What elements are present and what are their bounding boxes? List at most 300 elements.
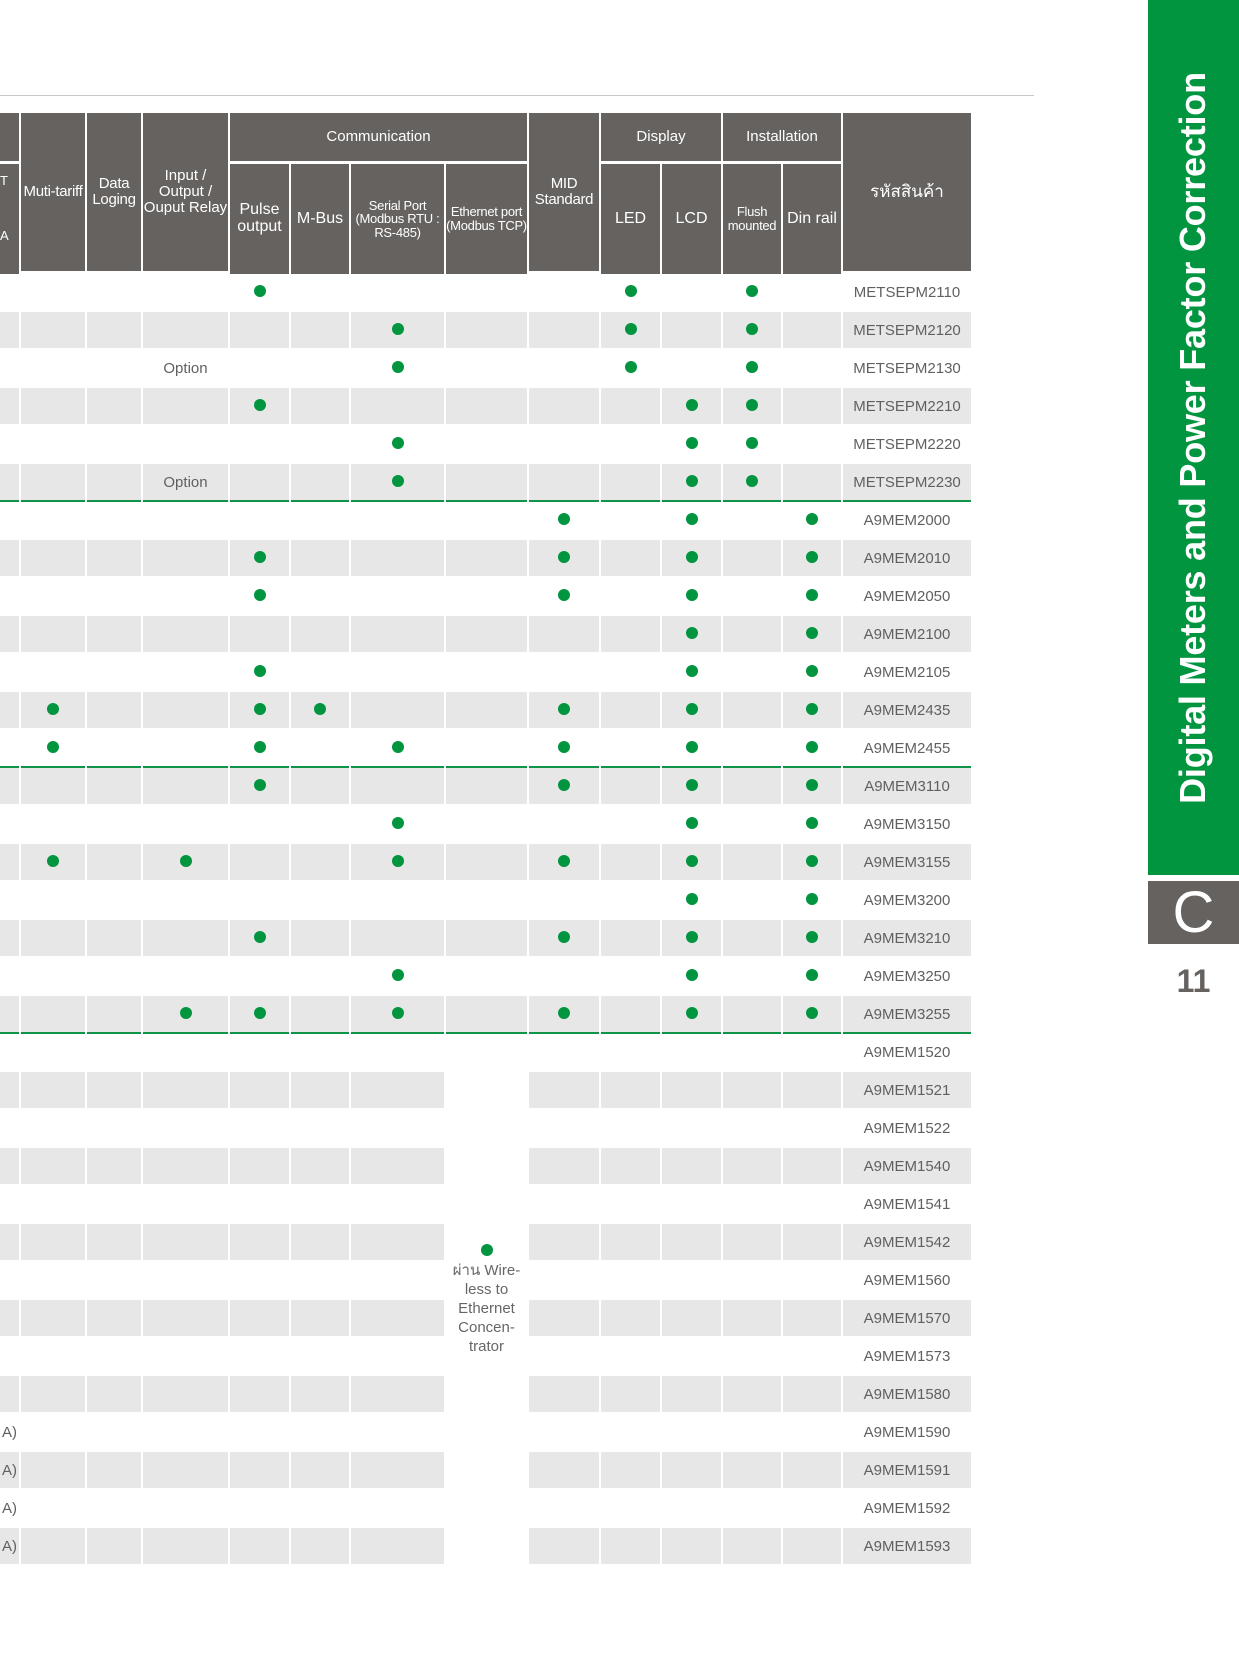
cell-data-loging [87, 1414, 141, 1452]
cell-product-code: A9MEM3110 [843, 768, 971, 806]
cell-io-relay [143, 426, 228, 464]
feature-dot [746, 399, 758, 411]
feature-dot [558, 703, 570, 715]
cell-io-relay [143, 616, 228, 654]
feature-dot [392, 323, 404, 335]
cell-mbus [291, 1300, 349, 1338]
cell-led [601, 1338, 660, 1376]
cell-mid-standard [529, 768, 599, 806]
cell-mid-standard [529, 312, 599, 350]
table-row [0, 1034, 971, 1072]
cell-mid-standard [529, 1110, 599, 1148]
cell-serial-port [351, 464, 444, 502]
cell-din-rail [783, 1224, 841, 1262]
cell-mbus [291, 464, 349, 502]
cell-io-relay [143, 1148, 228, 1186]
cell-ethernet-port [446, 654, 527, 692]
cell-din-rail [783, 1452, 841, 1490]
cell-serial-port [351, 426, 444, 464]
cell-product-code: A9MEM3250 [843, 958, 971, 996]
cell-led [601, 1528, 660, 1566]
cell-lcd [662, 1186, 721, 1224]
cell-muti-tariff [21, 1490, 85, 1528]
feature-dot [47, 741, 59, 753]
header-led: LED [601, 164, 660, 274]
cell-data-loging [87, 274, 141, 312]
cell-pulse-output [230, 1414, 289, 1452]
cell-muti-tariff [21, 578, 85, 616]
feature-dot [558, 855, 570, 867]
cell-io-relay [143, 920, 228, 958]
feature-dot [686, 741, 698, 753]
cell-lcd [662, 1452, 721, 1490]
cell-lcd [662, 1490, 721, 1528]
cell-din-rail [783, 1110, 841, 1148]
cell-data-loging [87, 1262, 141, 1300]
cell-io-relay [143, 1490, 228, 1528]
cell-data-loging [87, 996, 141, 1034]
cell-mid-standard [529, 388, 599, 426]
cell-muti-tariff [21, 1338, 85, 1376]
cell-muti-tariff [21, 502, 85, 540]
cell-flush-mounted [723, 1262, 781, 1300]
table-row [0, 806, 971, 844]
cell-pulse-output [230, 274, 289, 312]
cell-stub [0, 350, 19, 388]
feature-dot [392, 741, 404, 753]
cell-ethernet-port [446, 502, 527, 540]
cell-io-relay: Option [143, 464, 228, 502]
cell-stub [0, 692, 19, 730]
cell-stub: A) [0, 1528, 19, 1566]
cell-product-code: A9MEM3255 [843, 996, 971, 1034]
cell-din-rail [783, 1490, 841, 1528]
cell-stub [0, 730, 19, 768]
cell-io-relay [143, 540, 228, 578]
cell-serial-port [351, 1072, 444, 1110]
cell-din-rail [783, 388, 841, 426]
cell-pulse-output [230, 350, 289, 388]
cell-stub [0, 464, 19, 502]
section-title: Digital Meters and Power Factor Correction [1172, 72, 1213, 804]
cell-lcd [662, 996, 721, 1034]
cell-data-loging [87, 388, 141, 426]
cell-serial-port [351, 350, 444, 388]
cell-flush-mounted [723, 654, 781, 692]
feature-dot [806, 551, 818, 563]
feature-dot [254, 285, 266, 297]
cell-lcd [662, 1376, 721, 1414]
feature-dot [686, 589, 698, 601]
cell-mid-standard [529, 654, 599, 692]
cell-pulse-output [230, 1338, 289, 1376]
cell-serial-port [351, 616, 444, 654]
table-row [0, 388, 971, 426]
cell-mbus [291, 806, 349, 844]
cell-product-code: A9MEM3210 [843, 920, 971, 958]
header-display: Display [601, 113, 721, 164]
cell-stub [0, 1034, 19, 1072]
cell-data-loging [87, 502, 141, 540]
cell-muti-tariff [21, 1300, 85, 1338]
cell-lcd [662, 730, 721, 768]
cell-mbus [291, 1072, 349, 1110]
cell-lcd [662, 1072, 721, 1110]
cell-serial-port [351, 958, 444, 996]
cell-io-relay [143, 1338, 228, 1376]
cell-product-code: A9MEM3200 [843, 882, 971, 920]
cell-din-rail [783, 882, 841, 920]
cell-data-loging [87, 692, 141, 730]
cell-stub: A) [0, 1414, 19, 1452]
feature-dot [806, 589, 818, 601]
cell-flush-mounted [723, 1528, 781, 1566]
cell-mbus [291, 1452, 349, 1490]
cell-stub [0, 616, 19, 654]
cell-din-rail [783, 1148, 841, 1186]
cell-data-loging [87, 616, 141, 654]
cell-muti-tariff [21, 1376, 85, 1414]
cell-io-relay [143, 1262, 228, 1300]
cell-mid-standard [529, 540, 599, 578]
cell-mid-standard [529, 578, 599, 616]
cell-lcd [662, 1300, 721, 1338]
cell-ethernet-port [446, 274, 527, 312]
cell-flush-mounted [723, 350, 781, 388]
cell-serial-port [351, 1376, 444, 1414]
cell-data-loging [87, 540, 141, 578]
cell-din-rail [783, 350, 841, 388]
cell-mbus [291, 844, 349, 882]
cell-mid-standard [529, 274, 599, 312]
cell-led [601, 388, 660, 426]
cell-led [601, 1148, 660, 1186]
cell-muti-tariff [21, 540, 85, 578]
cell-serial-port [351, 274, 444, 312]
cell-stub [0, 274, 19, 312]
feature-dot [806, 1007, 818, 1019]
cell-ethernet-port [446, 388, 527, 426]
header-serial-port: Serial Port (Modbus RTU : RS-485) [351, 164, 444, 274]
cell-muti-tariff [21, 806, 85, 844]
cell-mid-standard [529, 730, 599, 768]
table-row [0, 958, 971, 996]
cell-led [601, 1490, 660, 1528]
cell-mbus [291, 1262, 349, 1300]
cell-flush-mounted [723, 1452, 781, 1490]
cell-lcd [662, 920, 721, 958]
cell-mid-standard [529, 1148, 599, 1186]
cell-mbus [291, 1338, 349, 1376]
cell-ethernet-port [446, 920, 527, 958]
cell-din-rail [783, 1528, 841, 1566]
cell-serial-port [351, 1110, 444, 1148]
cell-io-relay [143, 578, 228, 616]
cell-serial-port [351, 312, 444, 350]
cell-lcd [662, 464, 721, 502]
cell-product-code: A9MEM1593 [843, 1528, 971, 1566]
cell-pulse-output [230, 1490, 289, 1528]
table-row [0, 654, 971, 692]
cell-serial-port [351, 578, 444, 616]
cell-io-relay [143, 1110, 228, 1148]
cell-flush-mounted [723, 1376, 781, 1414]
cell-muti-tariff [21, 1186, 85, 1224]
cell-mbus [291, 730, 349, 768]
cell-mbus [291, 388, 349, 426]
cell-pulse-output [230, 882, 289, 920]
cell-ethernet-port [446, 996, 527, 1034]
cell-din-rail [783, 502, 841, 540]
feature-dot [686, 475, 698, 487]
cell-data-loging [87, 1300, 141, 1338]
feature-dot [686, 893, 698, 905]
cell-pulse-output [230, 1072, 289, 1110]
cell-stub [0, 844, 19, 882]
cell-io-relay [143, 1034, 228, 1072]
cell-stub [0, 1110, 19, 1148]
cell-lcd [662, 654, 721, 692]
cell-io-relay [143, 274, 228, 312]
cell-pulse-output [230, 1452, 289, 1490]
cell-flush-mounted [723, 692, 781, 730]
cell-flush-mounted [723, 274, 781, 312]
cell-product-code: METSEPM2220 [843, 426, 971, 464]
feature-dot [47, 855, 59, 867]
feature-dot [806, 931, 818, 943]
cell-serial-port [351, 768, 444, 806]
feature-dot [686, 399, 698, 411]
cell-ethernet-port [446, 768, 527, 806]
cell-serial-port [351, 1262, 444, 1300]
cell-led [601, 654, 660, 692]
table-row [0, 920, 971, 958]
cell-mid-standard [529, 1414, 599, 1452]
header-ethernet-port: Ethernet port (Modbus TCP) [446, 164, 527, 274]
cell-led [601, 844, 660, 882]
cell-stub [0, 388, 19, 426]
cell-din-rail [783, 806, 841, 844]
cell-muti-tariff [21, 1148, 85, 1186]
cell-stub [0, 578, 19, 616]
cell-stub [0, 1072, 19, 1110]
feature-dot [686, 1007, 698, 1019]
feature-dot [625, 361, 637, 373]
cell-flush-mounted [723, 844, 781, 882]
cell-flush-mounted [723, 1034, 781, 1072]
cell-product-code: A9MEM1573 [843, 1338, 971, 1376]
cell-stub [0, 1300, 19, 1338]
cell-data-loging [87, 882, 141, 920]
cell-io-relay [143, 1186, 228, 1224]
cell-mid-standard [529, 426, 599, 464]
cell-led [601, 578, 660, 616]
feature-dot [254, 1007, 266, 1019]
cell-product-code: A9MEM2455 [843, 730, 971, 768]
product-spec-table [0, 113, 973, 1566]
feature-dot [392, 969, 404, 981]
cell-product-code: METSEPM2210 [843, 388, 971, 426]
cell-led [601, 1072, 660, 1110]
table-row [0, 730, 971, 768]
feature-dot [806, 513, 818, 525]
table-row [0, 426, 971, 464]
table-row [0, 768, 971, 806]
cell-mid-standard [529, 1376, 599, 1414]
cell-din-rail [783, 1072, 841, 1110]
feature-dot [625, 285, 637, 297]
cell-pulse-output [230, 540, 289, 578]
cell-flush-mounted [723, 806, 781, 844]
cell-pulse-output [230, 1110, 289, 1148]
cell-mbus [291, 768, 349, 806]
cell-ethernet-port [446, 844, 527, 882]
cell-io-relay [143, 844, 228, 882]
cell-pulse-output [230, 920, 289, 958]
cell-muti-tariff [21, 426, 85, 464]
cell-flush-mounted [723, 996, 781, 1034]
cell-muti-tariff [21, 1072, 85, 1110]
cell-data-loging [87, 426, 141, 464]
cell-flush-mounted [723, 958, 781, 996]
cell-din-rail [783, 1186, 841, 1224]
cell-lcd [662, 1224, 721, 1262]
cell-mid-standard [529, 1528, 599, 1566]
cell-io-relay [143, 882, 228, 920]
cell-data-loging [87, 1072, 141, 1110]
cell-lcd [662, 502, 721, 540]
table-row [0, 578, 971, 616]
cell-led [601, 996, 660, 1034]
feature-dot [686, 855, 698, 867]
cell-serial-port [351, 1490, 444, 1528]
cell-flush-mounted [723, 1072, 781, 1110]
cell-led [601, 1262, 660, 1300]
cell-ethernet-port [446, 730, 527, 768]
cell-io-relay: Option [143, 350, 228, 388]
cell-din-rail [783, 312, 841, 350]
cell-pulse-output [230, 730, 289, 768]
cell-flush-mounted [723, 578, 781, 616]
cell-io-relay [143, 996, 228, 1034]
cell-mid-standard [529, 958, 599, 996]
cell-stub [0, 654, 19, 692]
cell-mid-standard [529, 1072, 599, 1110]
feature-dot [254, 703, 266, 715]
cell-muti-tariff [21, 654, 85, 692]
cell-led [601, 616, 660, 654]
cell-stub [0, 1262, 19, 1300]
table-row [0, 996, 971, 1034]
feature-dot [686, 627, 698, 639]
cell-io-relay [143, 806, 228, 844]
cell-mid-standard [529, 502, 599, 540]
cell-led [601, 958, 660, 996]
cell-mbus [291, 1376, 349, 1414]
cell-product-code: A9MEM1591 [843, 1452, 971, 1490]
feature-dot [686, 551, 698, 563]
cell-din-rail [783, 1262, 841, 1300]
cell-led [601, 426, 660, 464]
cell-mbus [291, 654, 349, 692]
header-stub-top [0, 113, 19, 164]
header-lcd: LCD [662, 164, 721, 274]
cell-data-loging [87, 1376, 141, 1414]
cell-stub [0, 996, 19, 1034]
cell-din-rail [783, 540, 841, 578]
cell-mid-standard [529, 1452, 599, 1490]
cell-pulse-output [230, 996, 289, 1034]
cell-flush-mounted [723, 1110, 781, 1148]
cell-data-loging [87, 464, 141, 502]
cell-led [601, 730, 660, 768]
cell-pulse-output [230, 1376, 289, 1414]
feature-dot [254, 931, 266, 943]
cell-io-relay [143, 730, 228, 768]
feature-dot [254, 665, 266, 677]
cell-din-rail [783, 464, 841, 502]
cell-product-code: A9MEM2435 [843, 692, 971, 730]
cell-product-code: A9MEM1580 [843, 1376, 971, 1414]
cell-data-loging [87, 1338, 141, 1376]
cell-din-rail [783, 274, 841, 312]
header-io-relay: Input / Output / Ouput Relay [143, 113, 228, 274]
cell-led [601, 806, 660, 844]
cell-pulse-output [230, 616, 289, 654]
feature-dot [686, 665, 698, 677]
cell-stub [0, 768, 19, 806]
cell-lcd [662, 1262, 721, 1300]
cell-flush-mounted [723, 1224, 781, 1262]
cell-product-code: A9MEM1560 [843, 1262, 971, 1300]
cell-flush-mounted [723, 502, 781, 540]
cell-din-rail [783, 958, 841, 996]
cell-serial-port [351, 1300, 444, 1338]
cell-led [601, 1186, 660, 1224]
cell-muti-tariff [21, 616, 85, 654]
cell-mid-standard [529, 1262, 599, 1300]
cell-pulse-output [230, 768, 289, 806]
cell-product-code: A9MEM2000 [843, 502, 971, 540]
cell-mbus [291, 1148, 349, 1186]
cell-pulse-output [230, 654, 289, 692]
cell-serial-port [351, 502, 444, 540]
cell-din-rail [783, 920, 841, 958]
top-rule [0, 95, 1034, 96]
feature-dot [392, 437, 404, 449]
cell-mbus [291, 1528, 349, 1566]
table-row [0, 274, 971, 312]
cell-product-code: A9MEM1542 [843, 1224, 971, 1262]
cell-din-rail [783, 692, 841, 730]
cell-led [601, 312, 660, 350]
cell-serial-port [351, 730, 444, 768]
cell-mbus [291, 502, 349, 540]
cell-serial-port [351, 1148, 444, 1186]
table-row [0, 540, 971, 578]
header-mid-standard: MID Standard [529, 113, 599, 274]
cell-product-code: A9MEM3155 [843, 844, 971, 882]
cell-stub [0, 1376, 19, 1414]
cell-muti-tariff [21, 464, 85, 502]
cell-pulse-output [230, 426, 289, 464]
cell-flush-mounted [723, 312, 781, 350]
cell-io-relay [143, 1528, 228, 1566]
cell-io-relay [143, 1414, 228, 1452]
cell-led [601, 768, 660, 806]
wireless-note: ผ่าน Wire-less to Ethernet Concen-trator [452, 1262, 521, 1355]
cell-data-loging [87, 958, 141, 996]
